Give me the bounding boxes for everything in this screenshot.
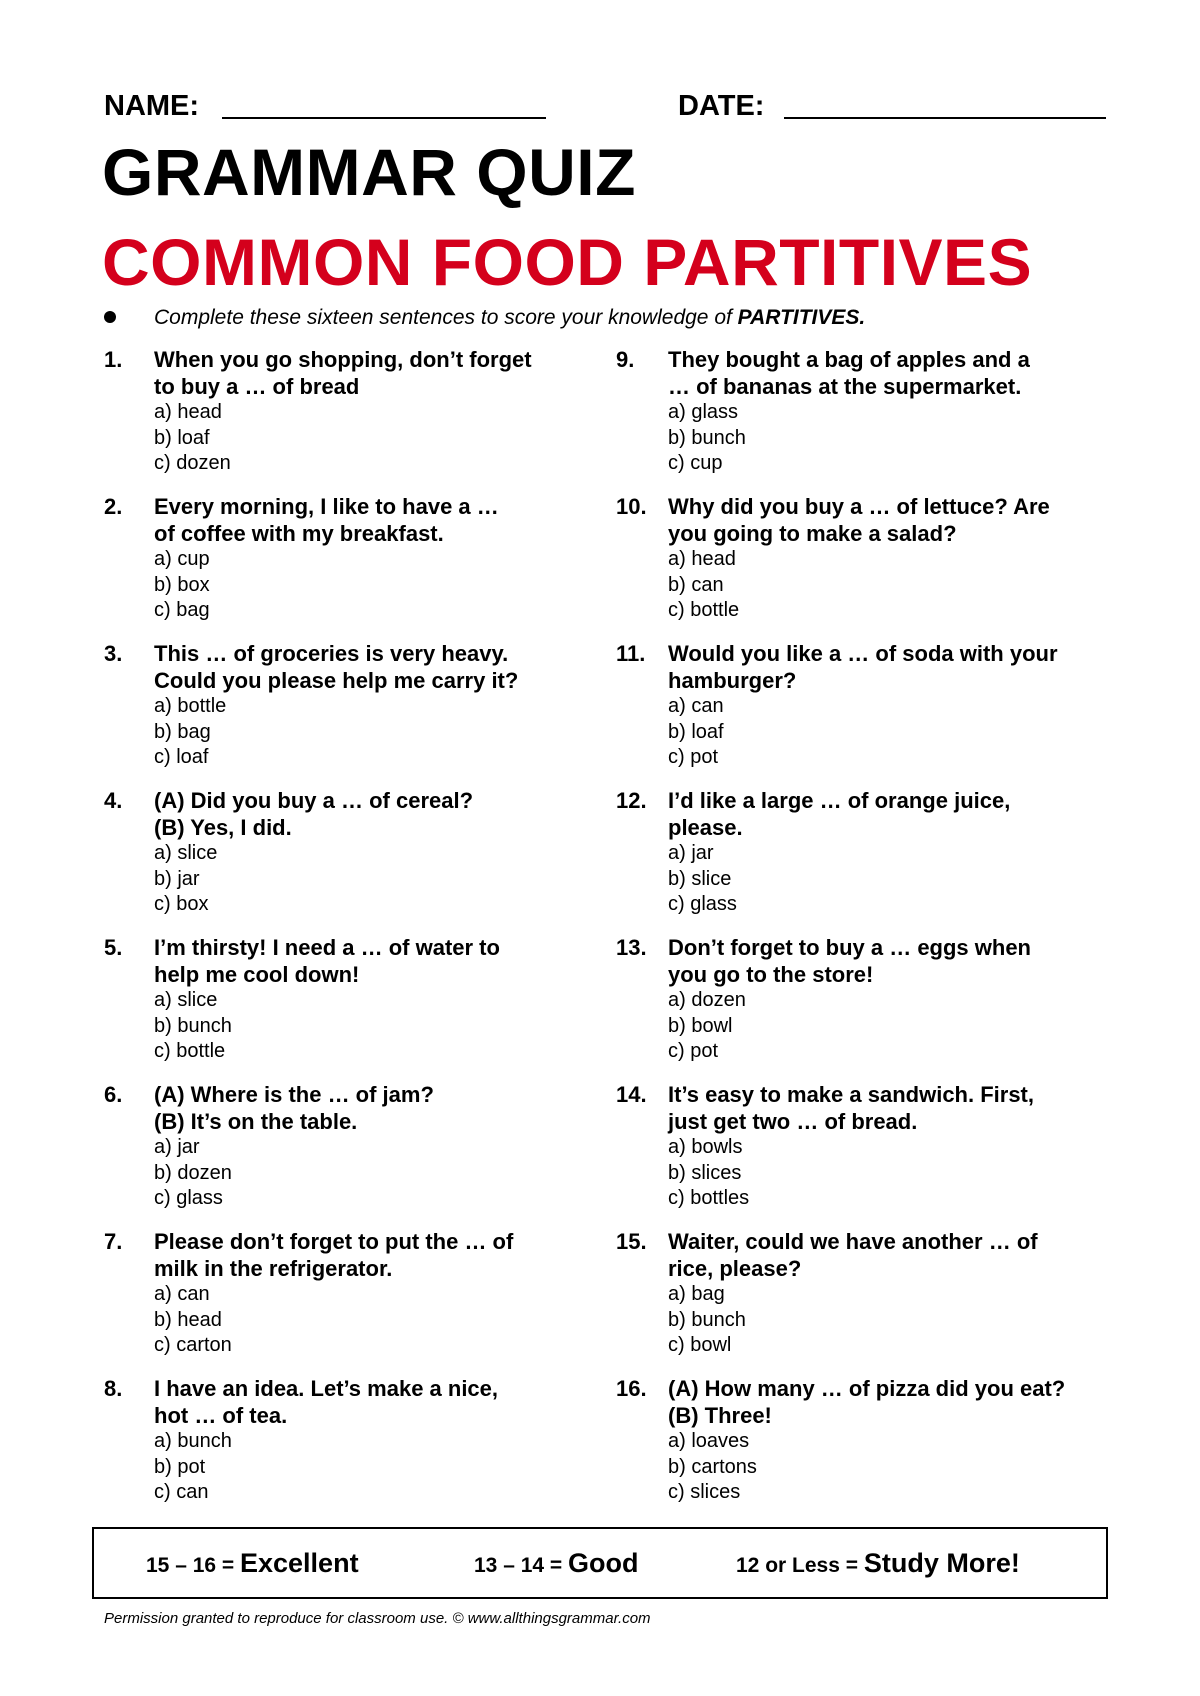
- answer-option[interactable]: c) dozen: [154, 452, 231, 474]
- answer-option[interactable]: a) bowls: [668, 1136, 743, 1158]
- question-body: [154, 346, 604, 477]
- question-number: 7.: [104, 1229, 123, 1254]
- answer-option[interactable]: c) box: [154, 893, 209, 915]
- question-item: [616, 787, 1106, 934]
- name-blank-line[interactable]: [222, 117, 546, 119]
- questions-right-column: [616, 346, 1106, 1522]
- question-number: 2.: [104, 494, 123, 519]
- question-body: [668, 1228, 1118, 1359]
- answer-option[interactable]: c) cup: [668, 452, 723, 474]
- question-body: [668, 1081, 1118, 1212]
- question-item: [104, 640, 594, 787]
- question-body: [668, 493, 1118, 624]
- answer-option[interactable]: b) bunch: [154, 1014, 232, 1037]
- answer-option[interactable]: a) dozen: [668, 989, 746, 1011]
- question-number: 5.: [104, 935, 123, 960]
- question-stem: When you go shopping, don’t forget to buy a … of bread: [154, 347, 532, 399]
- score-study-more: 12 or Less = Study More!: [736, 1548, 1020, 1578]
- answer-option[interactable]: a) slice: [154, 842, 218, 864]
- score-good: 13 – 14 = Good: [474, 1548, 639, 1578]
- question-body: [154, 1081, 604, 1212]
- question-stem: I have an idea. Let’s make a nice, hot … of tea.: [154, 1376, 499, 1428]
- question-stem: (A) How many … of pizza did you eat? (B) Three!: [668, 1376, 1066, 1428]
- answer-option[interactable]: a) jar: [668, 842, 714, 864]
- answer-option[interactable]: c) bottle: [154, 1040, 226, 1062]
- question-stem: I’d like a large … of orange juice, please.: [668, 788, 1011, 840]
- question-stem: Don’t forget to buy a … eggs when you go to the store!: [668, 935, 1031, 987]
- answer-option[interactable]: c) bottle: [668, 599, 740, 621]
- score-excellent: 15 – 16 = Excellent: [146, 1548, 359, 1578]
- question-body: [154, 640, 604, 771]
- question-item: [104, 1228, 594, 1375]
- question-stem: Every morning, I like to have a … of coffee with my breakfast.: [154, 494, 499, 546]
- question-stem: Please don’t forget to put the … of milk in the refrigerator.: [154, 1229, 514, 1281]
- answer-option[interactable]: b) box: [154, 573, 210, 596]
- question-body: [668, 934, 1118, 1065]
- question-stem: Waiter, could we have another … of rice, please?: [668, 1229, 1038, 1281]
- answer-option[interactable]: b) head: [154, 1308, 222, 1331]
- answer-option[interactable]: a) cup: [154, 548, 210, 570]
- question-number: 3.: [104, 641, 123, 666]
- answer-option[interactable]: b) bunch: [668, 1308, 746, 1331]
- question-item: [104, 787, 594, 934]
- date-blank-line[interactable]: [784, 117, 1106, 119]
- question-body: [154, 493, 604, 624]
- answer-option[interactable]: b) slice: [668, 867, 732, 890]
- question-stem: (A) Where is the … of jam? (B) It’s on the table.: [154, 1082, 434, 1134]
- question-body: [154, 1375, 604, 1506]
- name-date-row: [104, 86, 1104, 126]
- answer-option[interactable]: c) pot: [668, 1040, 719, 1062]
- question-number: 4.: [104, 788, 123, 813]
- question-body: [668, 640, 1118, 771]
- answer-option[interactable]: a) head: [154, 401, 222, 423]
- answer-option[interactable]: a) can: [668, 695, 724, 717]
- questions-left-column: [104, 346, 594, 1522]
- footer-copyright: Permission granted to reproduce for classroom use. © www.allthingsgrammar.com: [104, 1610, 651, 1627]
- question-stem: They bought a bag of apples and a … of bananas at the supermarket.: [668, 347, 1030, 399]
- page-subtitle: COMMON FOOD PARTITIVES: [102, 225, 1033, 299]
- question-body: [154, 1228, 604, 1359]
- answer-option[interactable]: a) bunch: [154, 1430, 232, 1452]
- question-number: 14.: [616, 1082, 647, 1107]
- answer-option[interactable]: b) bunch: [668, 426, 746, 449]
- question-item: [104, 934, 594, 1081]
- question-stem: I’m thirsty! I need a … of water to help me cool down!: [154, 935, 500, 987]
- question-number: 13.: [616, 935, 647, 960]
- question-item: [616, 1228, 1106, 1375]
- answer-option[interactable]: b) slices: [668, 1161, 742, 1184]
- question-number: 9.: [616, 347, 635, 372]
- answer-option[interactable]: c) bag: [154, 599, 210, 621]
- question-body: [154, 787, 604, 918]
- answer-option[interactable]: b) can: [668, 573, 724, 596]
- question-item: [616, 934, 1106, 1081]
- question-stem: This … of groceries is very heavy. Could you please help me carry it?: [154, 641, 519, 693]
- answer-option[interactable]: b) jar: [154, 867, 200, 890]
- answer-option[interactable]: c) can: [154, 1481, 209, 1503]
- answer-option[interactable]: b) loaf: [668, 720, 724, 743]
- question-item: [104, 493, 594, 640]
- question-item: [616, 1081, 1106, 1228]
- question-item: [616, 640, 1106, 787]
- answer-option[interactable]: c) bottles: [668, 1187, 750, 1209]
- question-body: [154, 934, 604, 1065]
- question-stem: Why did you buy a … of lettuce? Are you going to make a salad?: [668, 494, 1050, 546]
- question-item: [616, 1375, 1106, 1522]
- answer-option[interactable]: c) slices: [668, 1481, 741, 1503]
- answer-option[interactable]: b) bowl: [668, 1014, 733, 1037]
- answer-option[interactable]: a) glass: [668, 401, 739, 423]
- answer-option[interactable]: a) head: [668, 548, 736, 570]
- question-stem: (A) Did you buy a … of cereal? (B) Yes, I did.: [154, 788, 474, 840]
- question-number: 8.: [104, 1376, 123, 1401]
- scoring-box: [92, 1527, 1108, 1599]
- answer-option[interactable]: a) can: [154, 1283, 210, 1305]
- question-item: [104, 1375, 594, 1522]
- question-item: [104, 346, 594, 493]
- instructions: [104, 303, 1104, 333]
- answer-option[interactable]: a) slice: [154, 989, 218, 1011]
- answer-option[interactable]: a) jar: [154, 1136, 200, 1158]
- question-number: 16.: [616, 1376, 647, 1401]
- question-number: 11.: [616, 641, 646, 666]
- answer-option[interactable]: c) loaf: [154, 746, 209, 768]
- question-body: [668, 787, 1118, 918]
- question-item: [616, 493, 1106, 640]
- question-body: [668, 346, 1118, 477]
- question-number: 12.: [616, 788, 647, 813]
- date-label: DATE:: [678, 90, 765, 122]
- answer-option[interactable]: a) bag: [668, 1283, 725, 1305]
- question-item: [104, 1081, 594, 1228]
- answer-option[interactable]: b) bag: [154, 720, 211, 743]
- answer-option[interactable]: c) glass: [154, 1187, 223, 1209]
- answer-option[interactable]: b) dozen: [154, 1161, 232, 1184]
- question-number: 10.: [616, 494, 647, 519]
- question-stem: Would you like a … of soda with your hamburger?: [668, 641, 1058, 693]
- question-stem: It’s easy to make a sandwich. First, just get two … of bread.: [668, 1082, 1034, 1134]
- bullet-icon: [104, 311, 116, 323]
- instruction-text: Complete these sixteen sentences to score your knowledge of PARTITIVES.: [154, 306, 866, 329]
- answer-option[interactable]: b) pot: [154, 1455, 206, 1478]
- answer-option[interactable]: a) bottle: [154, 695, 227, 717]
- answer-option[interactable]: a) loaves: [668, 1430, 750, 1452]
- answer-option[interactable]: b) loaf: [154, 426, 210, 449]
- question-number: 1.: [104, 347, 123, 372]
- answer-option[interactable]: c) pot: [668, 746, 719, 768]
- answer-option[interactable]: c) carton: [154, 1334, 232, 1356]
- name-label: NAME:: [104, 90, 200, 122]
- answer-option[interactable]: c) bowl: [668, 1334, 732, 1356]
- page-title: GRAMMAR QUIZ: [102, 135, 636, 209]
- answer-option[interactable]: c) glass: [668, 893, 737, 915]
- question-item: [616, 346, 1106, 493]
- question-number: 15.: [616, 1229, 647, 1254]
- question-body: [668, 1375, 1118, 1506]
- answer-option[interactable]: b) cartons: [668, 1455, 757, 1478]
- question-number: 6.: [104, 1082, 123, 1107]
